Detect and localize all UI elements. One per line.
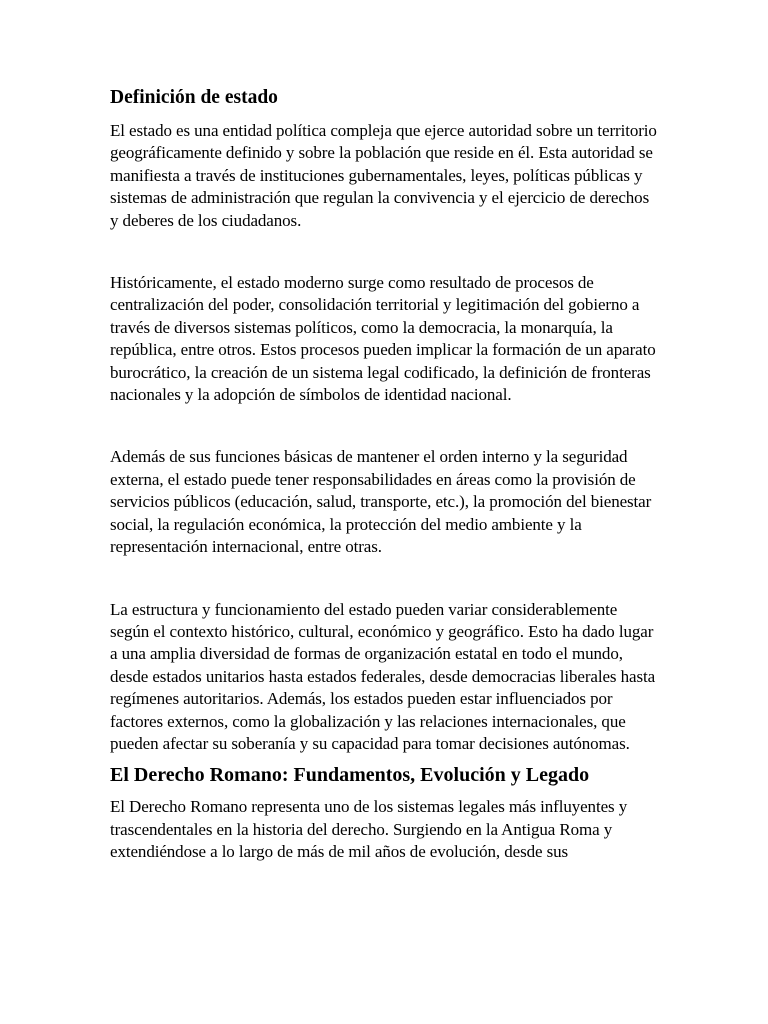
paragraph-estado-definicion: El estado es una entidad política compleja que ejerce autoridad sobre un territorio geográficamente definido y sobre la población que reside en él. Esta autoridad se manifiesta a través de instituciones gubernamentales, leyes, políticas públicas y sistemas de administración que regulan la convivencia y el ejercicio de derechos y deberes de los ciudadanos. bbox=[110, 121, 657, 230]
document-body bbox=[110, 84, 660, 864]
paragraph-derecho-romano-intro: El Derecho Romano representa uno de los sistemas legales más influyentes y trascendentales en la historia del derecho. Surgiendo en la Antigua Roma y extendiéndose a lo largo de más de mil años de evolución, desde sus bbox=[110, 797, 628, 862]
paragraph-estado-historia: Históricamente, el estado moderno surge como resultado de procesos de centralización del poder, consolidación territorial y legitimación del gobierno a través de diversos sistemas políticos, como la democracia, la monarquía, la república, entre otros. Estos procesos pueden implicar la formación de un aparato burocrático, la creación de un sistema legal codificado, la definición de fronteras nacionales y la adopción de símbolos de identidad nacional. bbox=[110, 273, 656, 405]
paragraph-estado-funciones: Además de sus funciones básicas de mantener el orden interno y la seguridad externa, el estado puede tener responsabilidades en áreas como la provisión de servicios públicos (educación, salud, transporte, etc.), la promoción del bienestar social, la regulación económica, la protección del medio ambiente y la representación internacional, entre otras. bbox=[110, 447, 652, 557]
section-heading-definicion-estado: Definición de estado bbox=[110, 87, 278, 108]
section-heading-derecho-romano: El Derecho Romano: Fundamentos, Evolución y Legado bbox=[110, 764, 590, 787]
paragraph-estado-estructura: La estructura y funcionamiento del estado pueden variar considerablemente según el contexto histórico, cultural, económico y geográfico. Esto ha dado lugar a una amplia diversidad de formas de organización estatal en todo el mundo, desde estados unitarios hasta estados federales, desde democracias liberales hasta regímenes autoritarios. Además, los estados pueden estar influenciados por factores externos, como la globalización y las relaciones internacionales, que pueden afectar su soberanía y su capacidad para tomar decisiones autónomas. bbox=[110, 599, 656, 753]
